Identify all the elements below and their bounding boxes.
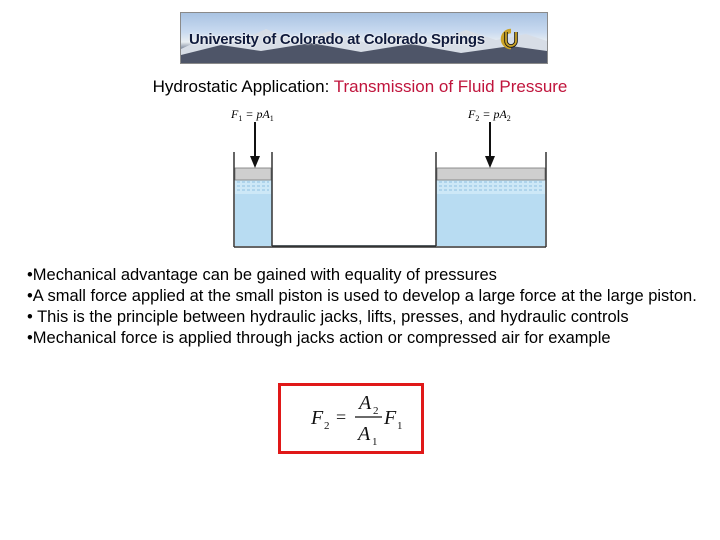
pressure-formula: [281, 386, 421, 451]
large-piston: [437, 168, 545, 180]
svg-text:F: F: [384, 407, 397, 429]
right-force-label: $F_2 = pA_2$: [468, 107, 511, 123]
svg-text:F: F: [311, 407, 324, 429]
slide-title: [0, 77, 720, 97]
svg-text:1: 1: [397, 420, 403, 432]
svg-text:2: 2: [324, 420, 330, 432]
left-force-label: $F_1 = pA_1$: [231, 107, 274, 123]
formula-box: [278, 383, 424, 454]
title-prefix: Hydrostatic Application:: [152, 77, 334, 96]
svg-text:2: 2: [373, 405, 379, 417]
svg-text:A: A: [358, 423, 371, 445]
bullet-list: [27, 265, 699, 349]
svg-text:=: =: [336, 407, 347, 427]
bullet-item: •Mechanical advantage can be gained with equality of pressures: [27, 266, 497, 284]
title-highlight: Transmission of Fluid Pressure: [333, 77, 568, 96]
arrow-down-icon: [485, 122, 495, 168]
arrow-down-icon: [250, 122, 260, 168]
bullet-item: •Mechanical force is applied through jacks action or compressed air for example: [27, 329, 611, 347]
cu-logo-icon: [495, 26, 521, 52]
bullet-item: • This is the principle between hydraulic jacks, lifts, presses, and hydraulic controls: [27, 308, 629, 326]
small-piston: [235, 168, 271, 180]
svg-text:1: 1: [372, 436, 378, 448]
banner-text: University of Colorado at Colorado Springs: [189, 31, 485, 48]
hydraulic-diagram: [225, 102, 550, 248]
bullet-item: •A small force applied at the small piston is used to develop a large force at the large piston.: [27, 287, 697, 305]
svg-text:A: A: [359, 392, 372, 414]
university-banner: [180, 12, 548, 64]
